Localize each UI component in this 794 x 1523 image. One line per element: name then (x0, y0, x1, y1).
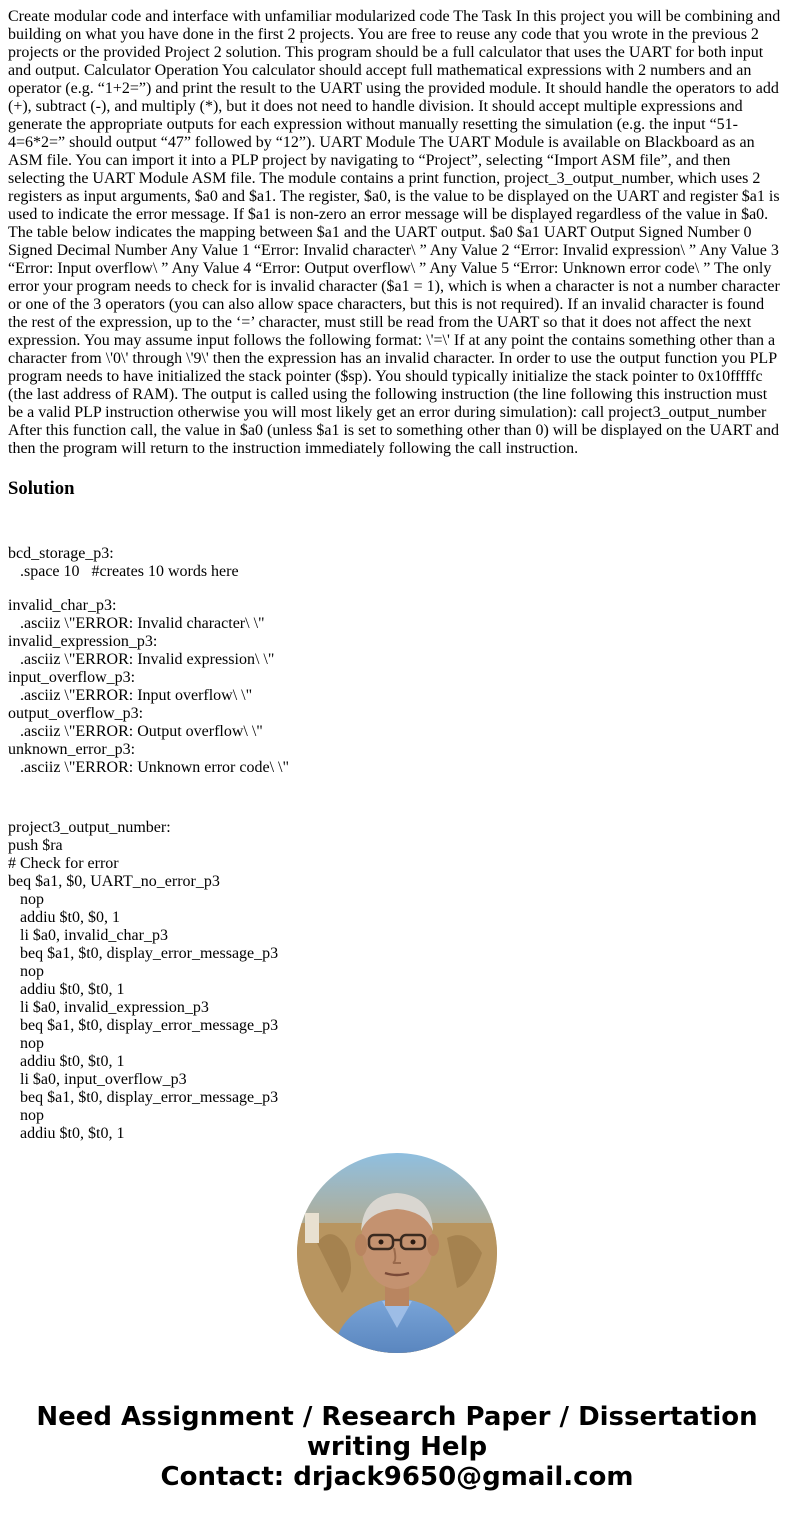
code-line: push $ra (8, 837, 63, 854)
footer-contact-email: Contact: drjack9650@gmail.com (160, 1462, 634, 1492)
code-line: .asciiz \"ERROR: Output overflow\ \" (8, 723, 263, 740)
code-line: input_overflow_p3: (8, 669, 136, 686)
code-line (8, 777, 786, 793)
author-portrait (297, 1153, 497, 1353)
code-line: project3_output_number: (8, 819, 171, 836)
code-line: .asciiz \"ERROR: Unknown error code\ \" (8, 759, 290, 776)
code-line: beq $a1, $t0, display_error_message_p3 (8, 1017, 279, 1034)
code-line: addiu $t0, $t0, 1 (8, 1053, 125, 1070)
code-line: beq $a1, $t0, display_error_message_p3 (8, 1089, 279, 1106)
code-line: beq $a1, $0, UART_no_error_p3 (8, 873, 220, 890)
solution-code (8, 545, 786, 1143)
code-line: invalid_expression_p3: (8, 633, 158, 650)
problem-statement: Create modular code and interface with unfamiliar modularized code The Task In this project you will be combining and building on what you have done in the first 2 projects. You are free to reuse any code that you wrote in the previous 2 projects or the provided Project 2 solution. This program should be a full calculator that uses the UART for both input and output. Calculator Operation You calculator should accept full mathematical expressions with 2 numbers and an operator (e.g. “1+2=”) and print the result to the UART using the provided module. It should handle the operators to add (+), subtract (-), and multiply (*), but it does not need to handle division. It should accept multiple expressions and generate the appropriate outputs for each expression without manually resetting the simulation (e.g. the input “51-4=6*2=” should output “47” followed by “12”). UART Module The UART Module is available on Blackboard as an ASM file. You can import it into a PLP project by navigating to “Project”, selecting “Import ASM file”, and then selecting the UART Module ASM file. The module contains a print function, project_3_output_number, which uses 2 registers as input arguments, $a0 and $a1. The register, $a0, is the value to be displayed on the UART and register $a1 is used to indicate the error message. If $a1 is non-zero an error message will be displayed regardless of the value in $a0. The table below indicates the mapping between $a1 and the UART output. $a0 $a1 UART Output Signed Number 0 Signed Decimal Number Any Value 1 “Error: Invalid character\ ” Any Value 2 “Error: Invalid expression\ ” Any Value 3 “Error: Input overflow\ ” Any Value 4 “Error: Output overflow\ ” Any Value 5 “Error: Unknown error code\ ” The only error your program needs to check for is invalid character ($a1 = 1), which is when a character is not a number character or one of the 3 operators (you can also allow space characters, but this is not required). If an invalid character is found the rest of the expression, up to the ‘=’ character, must still be read from the UART so that it does not affect the next expression. You may assume input follows the following format: \'=\' If at any point the contains something other than a character from \'0\' through \'9\' then the expression has an invalid character. In order to use the output function you PLP program needs to have initialized the stack pointer ($sp). You should typically initialize the stack pointer to 0x10fffffc (the last address of RAM). The output is called using the following instruction (the line following this instruction must be a valid PLP instruction otherwise you will most likely get an error during simulation): call project3_output_number After this function call, the value in $a0 (unless $a1 is set to something other than 0) will be displayed on the UART and then the program will return to the instruction immediately following the call instruction. (8, 8, 781, 457)
code-line: nop (8, 1035, 44, 1052)
code-line (8, 581, 786, 597)
code-line: nop (8, 1107, 44, 1124)
code-line: nop (8, 891, 44, 908)
code-line (8, 793, 786, 819)
code-line: output_overflow_p3: (8, 705, 144, 722)
footer-line-2: writing Help (306, 1432, 488, 1462)
code-line: li $a0, invalid_char_p3 (8, 927, 168, 944)
code-line: li $a0, input_overflow_p3 (8, 1071, 187, 1088)
code-line: .asciiz \"ERROR: Invalid character\ \" (8, 615, 265, 632)
code-line: # Check for error (8, 855, 119, 872)
code-line: .asciiz \"ERROR: Input overflow\ \" (8, 687, 253, 704)
code-line: nop (8, 963, 44, 980)
code-line: invalid_char_p3: (8, 597, 117, 614)
code-line: addiu $t0, $t0, 1 (8, 981, 125, 998)
code-line: .asciiz \"ERROR: Invalid expression\ \" (8, 651, 275, 668)
code-line: unknown_error_p3: (8, 741, 136, 758)
footer-line-1: Need Assignment / Research Paper / Dissertation (36, 1402, 758, 1432)
solution-heading: Solution (8, 478, 75, 499)
contact-footer (0, 1402, 794, 1492)
author-avatar (297, 1153, 497, 1353)
code-line: bcd_storage_p3: (8, 545, 114, 562)
code-line: addiu $t0, $0, 1 (8, 909, 120, 926)
code-line: .space 10 #creates 10 words here (8, 563, 239, 580)
document-body (8, 8, 786, 1143)
code-line: beq $a1, $t0, display_error_message_p3 (8, 945, 279, 962)
code-line: addiu $t0, $t0, 1 (8, 1125, 125, 1142)
code-line: li $a0, invalid_expression_p3 (8, 999, 209, 1016)
